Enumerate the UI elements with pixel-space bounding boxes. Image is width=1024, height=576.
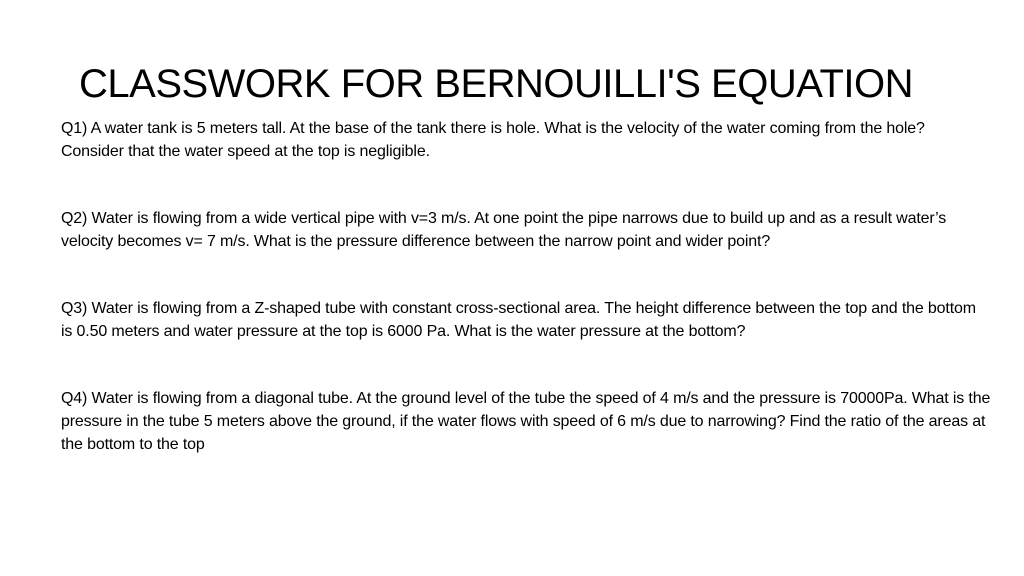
question-1: Q1) A water tank is 5 meters tall. At the base of the tank there is hole. What is the velocity of the water coming from the hole? Consider that the water speed at the top is negligible. bbox=[61, 120, 925, 160]
question-3: Q3) Water is flowing from a Z-shaped tube with constant cross-sectional area. The height difference between the top and the bottom is 0.50 meters and water pressure at the top is 6000 Pa. What is the water pressure at the bottom? bbox=[61, 300, 976, 340]
question-2: Q2) Water is flowing from a wide vertical pipe with v=3 m/s. At one point the pipe narrows due to build up and as a result water’s velocity becomes v= 7 m/s. What is the pressure difference between the narrow point and wider point? bbox=[61, 210, 947, 250]
slide-title: CLASSWORK FOR BERNOUILLI'S EQUATION bbox=[79, 62, 913, 106]
question-4: Q4) Water is flowing from a diagonal tube. At the ground level of the tube the speed of 4 m/s and the pressure is 70000Pa. What is the pressure in the tube 5 meters above the ground, if the water flows with speed of 6 m/s due to narrowing? Find the ratio of the areas at the bottom to the top bbox=[61, 390, 991, 453]
